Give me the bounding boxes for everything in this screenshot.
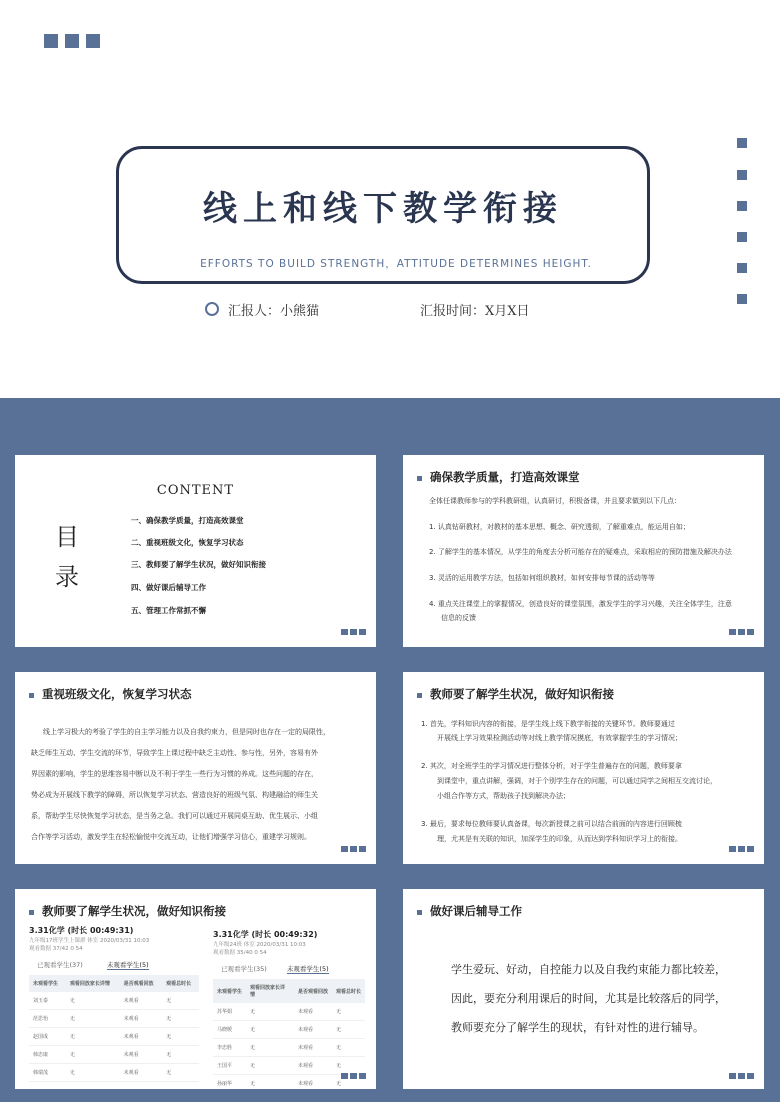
point-item: 4. 重点关注课堂上的掌握情况，创造良好的课堂氛围，激发学生的学习兴趣，关注全体学生，注意 (429, 600, 732, 608)
watch-stats: 观看数据 35/40 0 54 (213, 950, 267, 956)
slide-title: 确保教学质量，打造高效课堂 (417, 469, 580, 485)
table-cell: 无 (246, 1003, 294, 1021)
cover-slide (0, 0, 780, 398)
table-cell: 未观看 (294, 1039, 332, 1057)
table-cell: 赵国成 (29, 1028, 66, 1046)
table-cell: 未观看 (294, 1003, 332, 1021)
paragraph-line: 因此，要充分利用课后的时间，尤其是比较落后的同学， (451, 992, 726, 1005)
decor-square (737, 294, 747, 304)
point-item: 3. 灵活的运用教学方法，包括如何组织教材，如何安排每节课的活动等等 (429, 574, 655, 582)
column-header: 是否观看回放 (294, 979, 332, 1003)
toc-item: 一、确保教学质量，打造高效课堂 (131, 516, 244, 525)
decor-square (65, 34, 79, 48)
table-cell: 无 (332, 1021, 365, 1039)
column-header: 是否观看回放 (120, 975, 163, 992)
table-cell: 无 (332, 1057, 365, 1075)
course-meta: 九年级24班 体室 2020/03/31 10:03 (213, 942, 306, 948)
toc-item: 二、重视班级文化，恢复学习状态 (131, 538, 244, 547)
cover-title: 线上和线下教学衔接 (203, 189, 563, 229)
table-cell: 无 (162, 1046, 199, 1064)
paragraph-line: 合作等学习活动，激发学生在轻松愉悦中交流互动，让他们增强学习信心，重建学习规则。 (31, 833, 311, 841)
table-cell: 未观看 (120, 1028, 163, 1046)
table-row (213, 1003, 365, 1021)
tab-watched[interactable]: 已观看学生(35) (221, 965, 267, 973)
column-header: 观看回放家长详情 (66, 975, 120, 992)
watch-stats: 观看数据 37/42 0 54 (29, 946, 83, 952)
paragraph-line: 到课堂中，重点讲解，强调，对于个别学生存在的问题，可以通过同学之间相互交流讨论， (437, 777, 717, 785)
table-row (29, 1046, 199, 1064)
decor-square (737, 232, 747, 242)
toc-item: 四、做好课后辅导工作 (131, 583, 206, 592)
table-header (213, 979, 365, 1003)
table-cell: 无 (162, 1064, 199, 1082)
point-item: 信息的反馈 (441, 614, 476, 622)
table-cell: 无 (246, 1021, 294, 1039)
slide-intro: 全体任课教师参与的学科教研组，认真研讨，积极备课，并且要求做到以下几点： (429, 497, 681, 505)
slide-dots (339, 837, 366, 856)
paragraph-line: 缺乏师生互动、学生交流的环节，导致学生上课过程中缺乏主动性、参与性，另外，容易有外 (31, 749, 318, 757)
table-cell: 未观看 (294, 1057, 332, 1075)
report-date: 汇报时间：X月X日 (420, 304, 530, 319)
slide-dots (339, 1064, 366, 1083)
table-cell: 无 (332, 1075, 365, 1090)
table-cell: 无 (66, 992, 120, 1010)
decor-square (737, 138, 747, 148)
paragraph-line: 1. 首先，学科知识内容的衔接，是学生线上线下教学衔接的关键环节。教师要通过 (421, 720, 675, 728)
cover-subtitle: EFFORTS TO BUILD STRENGTH，ATTITUDE DETERMINES HEIGHT. (186, 252, 606, 275)
decor-square (44, 34, 58, 48)
paragraph-line: 3. 最后，要求每位教师要认真备课，每次新授课之前可以结合前面的内容进行回顾梳 (421, 820, 682, 828)
table-cell: 未观看 (120, 992, 163, 1010)
slide-dots (727, 837, 754, 856)
table-row (29, 1064, 199, 1082)
watch-report-left (29, 925, 205, 1082)
table-cell: 未观看 (120, 1046, 163, 1064)
column-header: 观看回放家长详情 (246, 979, 294, 1003)
table-cell: 无 (162, 1028, 199, 1046)
reporter-label: 汇报人：小熊猫 (228, 304, 320, 319)
table-cell: 马晓媛 (213, 1021, 246, 1039)
column-header: 观看总时长 (332, 979, 365, 1003)
table-header (29, 975, 199, 992)
paragraph-line: 线上学习极大的考验了学生的自主学习能力以及自我约束力，但是同时也存在一定的局限性， (43, 728, 330, 736)
slide-title: 教师要了解学生状况，做好知识衔接 (417, 686, 614, 702)
table-cell: 无 (246, 1075, 294, 1090)
table-cell: 王国平 (213, 1057, 246, 1075)
slide-screenshots (15, 889, 376, 1089)
decor-square (737, 263, 747, 273)
slide-title: 做好课后辅导工作 (417, 903, 522, 919)
table-cell: 无 (162, 1010, 199, 1028)
paragraph-line: 2. 其次，对全班学生的学习情况进行整体分析，对于学生普遍存在的问题，教师要拿 (421, 762, 682, 770)
decor-square (737, 170, 747, 180)
table-cell: 无 (332, 1003, 365, 1021)
table-row (213, 1021, 365, 1039)
decor-square (737, 201, 747, 211)
table-cell: 无 (246, 1039, 294, 1057)
point-item: 1. 认真钻研教材，对教材的基本思想、概念、研究透彻，了解重难点，能运用自如； (429, 523, 690, 531)
table-cell: 刘玉泰 (29, 992, 66, 1010)
table-cell: 无 (66, 1046, 120, 1064)
table-cell: 无 (66, 1064, 120, 1082)
decor-square (86, 34, 100, 48)
circle-icon (205, 302, 219, 316)
slide-class-culture (15, 672, 376, 864)
toc-heading: CONTENT (156, 483, 235, 498)
table-cell: 无 (66, 1028, 120, 1046)
slide-knowledge-link (403, 672, 764, 864)
tab-unwatched[interactable]: 未观看学生(5) (106, 961, 149, 969)
table-cell: 无 (66, 1010, 120, 1028)
slide-title: 重视班级文化，恢复学习状态 (29, 686, 192, 702)
table-cell: 李忠胜 (213, 1039, 246, 1057)
slide-dots (339, 620, 366, 639)
table-row (29, 1010, 199, 1028)
toc-item: 五、管理工作常抓不懈 (131, 606, 206, 615)
paragraph-line: 小组合作等方式，帮助孩子找到解决办法； (437, 792, 570, 800)
table-cell: 无 (246, 1057, 294, 1075)
paragraph-line: 学生爱玩、好动，自控能力以及自我约束能力都比较差， (451, 963, 726, 976)
table-cell: 范思怡 (29, 1010, 66, 1028)
paragraph-line: 系，帮助学生尽快恢复学习状态，是当务之急。我们可以通过开展同桌互助、优生展示、小组 (31, 812, 318, 820)
table-cell: 孙丽华 (213, 1075, 246, 1090)
column-header: 未观看学生 (213, 979, 246, 1003)
toc-slide (15, 455, 376, 647)
course-title: 3.31化学 (时长 00:49:31) (29, 926, 134, 935)
table-cell: 韩忠康 (29, 1046, 66, 1064)
paragraph-line: 教师要充分了解学生的现状，有针对性的进行辅导。 (451, 1021, 704, 1034)
toc-big-label: 目录 (55, 523, 79, 591)
course-title: 3.31化学 (时长 00:49:32) (213, 930, 318, 939)
table-row (29, 992, 199, 1010)
column-header: 未观看学生 (29, 975, 66, 992)
slide-dots (727, 620, 754, 639)
tab-watched[interactable]: 已观看学生(37) (37, 961, 83, 969)
table-cell: 未观看 (294, 1021, 332, 1039)
toc-item: 三、教师要了解学生状况，做好知识衔接 (131, 560, 266, 569)
table-cell: 韩瑞茂 (29, 1064, 66, 1082)
table-row (29, 1028, 199, 1046)
slide-quality (403, 455, 764, 647)
slide-title: 教师要了解学生状况，做好知识衔接 (29, 903, 226, 919)
unwatched-table (29, 975, 199, 1082)
tab-unwatched[interactable]: 未观看学生(5) (286, 965, 329, 973)
table-cell: 无 (332, 1039, 365, 1057)
slide-dots (727, 1064, 754, 1083)
paragraph-line: 界因素的影响，学生的思维容易中断以及不利于学生一些行为习惯的养成。这些问题的存在， (31, 770, 318, 778)
course-meta: 九年级17班学生上课群 体室 2020/03/31 10:03 (29, 938, 150, 944)
table-cell: 无 (162, 992, 199, 1010)
slide-after-class-tutoring (403, 889, 764, 1089)
table-cell: 未观看 (120, 1010, 163, 1028)
point-item: 2. 了解学生的基本情况，从学生的角度去分析可能存在的疑难点，采取相应的预防措施及解决办法 (429, 548, 732, 556)
table-row (213, 1039, 365, 1057)
table-cell: 未观看 (294, 1075, 332, 1090)
table-cell: 苏华娟 (213, 1003, 246, 1021)
paragraph-line: 理，尤其是有关联的知识，加深学生的印象，从而达到学科知识学习上的衔接。 (437, 835, 682, 843)
table-cell: 未观看 (120, 1064, 163, 1082)
paragraph-line: 开展线上学习效果检测活动等对线上教学情况摸底，有效掌握学生的学习情况； (437, 734, 682, 742)
paragraph-line: 势必成为开展线下教学的障碍，所以恢复学习状态、营造良好的班级气氛、构建融洽的师生关 (31, 791, 318, 799)
column-header: 观看总时长 (162, 975, 199, 992)
